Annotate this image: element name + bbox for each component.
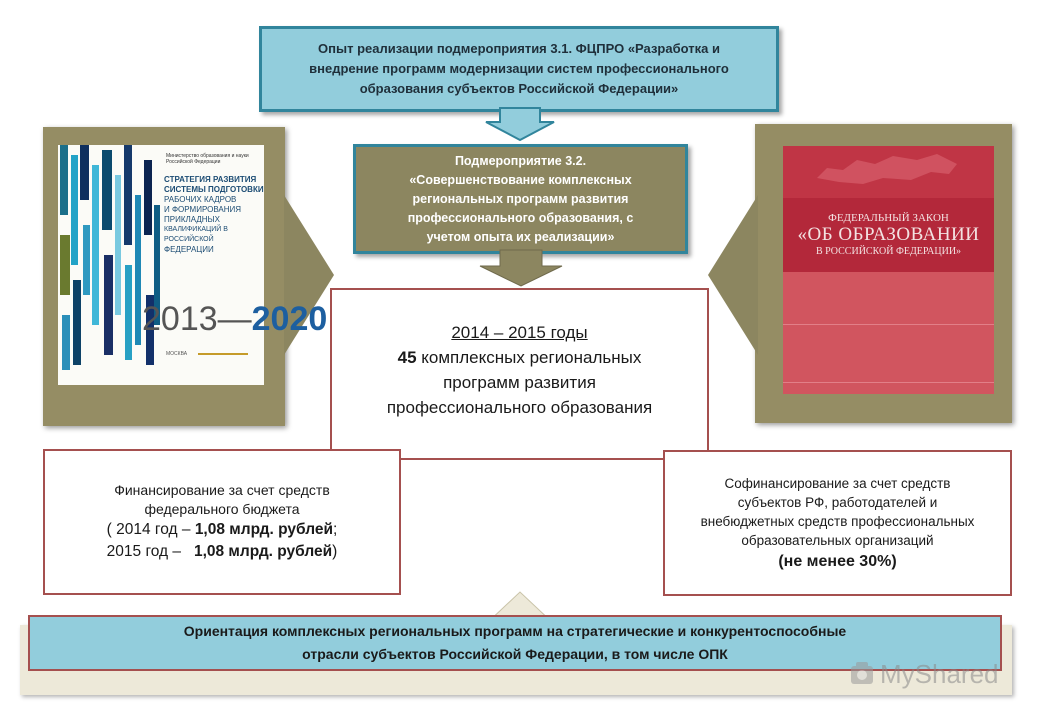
cover-title-line: СИСТЕМЫ ПОДГОТОВКИ — [164, 185, 264, 194]
cover-law-line: В РОССИЙСКОЙ ФЕДЕРАЦИИ» — [815, 245, 962, 257]
orientation-line: Ориентация комплексных региональных программ на стратегические и конкурентоспособные — [183, 623, 847, 639]
watermark — [848, 657, 999, 691]
right-cover-image — [783, 146, 994, 394]
federal-funding-line: федерального бюджета — [144, 501, 300, 517]
funding-2014-amount: 1,08 млрд. рублей — [194, 521, 333, 538]
cofunding-box — [663, 450, 1012, 596]
cover-title-line: РАБОЧИХ КАДРОВ — [164, 195, 237, 204]
funding-2015-label: 2015 год – — [106, 543, 194, 560]
left-cover-ministry — [166, 153, 258, 165]
funding-2014-end: ; — [333, 521, 338, 538]
cover-title-line: СТРАТЕГИЯ РАЗВИТИЯ — [164, 175, 257, 184]
right-cover-title — [783, 204, 994, 264]
center-result-box — [330, 288, 709, 460]
cover-title-line: ФЕДЕРАЦИИ — [164, 245, 214, 254]
cover-law-line: ФЕДЕРАЛЬНЫЙ ЗАКОН — [828, 211, 949, 224]
center-line1-rest: комплексных региональных — [416, 348, 642, 367]
submeasure-line: учетом опыта их реализации» — [426, 229, 615, 244]
cofunding-percent: (не менее 30%) — [778, 552, 897, 570]
year-start: 2013— — [142, 300, 252, 338]
orientation-line: отрасли субъектов Российской Федерации, в том числе ОПК — [302, 646, 728, 662]
cofunding-line: образовательных организаций — [741, 532, 934, 548]
right-cover-divider — [783, 382, 994, 383]
left-cover-image — [58, 145, 328, 385]
top-box-line: образования субъектов Российской Федерации» — [359, 81, 679, 96]
federal-funding-2014 — [107, 519, 338, 541]
left-cover-city — [166, 351, 187, 357]
cofunding-line: внебюджетных средств профессиональных — [700, 513, 975, 529]
top-info-box — [259, 26, 779, 112]
center-count: 45 — [397, 348, 417, 367]
funding-2014-label: ( 2014 год – — [106, 521, 195, 538]
cover-law-title: «ОБ ОБРАЗОВАНИИ — [797, 223, 980, 245]
center-text-block — [332, 320, 707, 420]
submeasure-line: профессионального образования, с — [407, 210, 634, 225]
cover-title-line: КВАЛИФИКАЦИЙ В РОССИЙСКОЙ — [164, 226, 228, 243]
federal-funding-2015 — [107, 541, 338, 563]
federal-funding-box — [43, 449, 401, 595]
submeasure-line: «Совершенствование комплексных — [409, 172, 632, 187]
center-years: 2014 – 2015 годы — [451, 323, 588, 342]
sub-down-arrow — [478, 250, 564, 288]
top-box-line: Опыт реализации подмероприятия 3.1. ФЦПРО «Разработка и — [318, 41, 720, 56]
left-cover-title — [164, 175, 264, 255]
center-line1 — [398, 345, 642, 370]
center-line2: программ развития — [443, 373, 596, 392]
right-cover-lower-panel — [783, 272, 994, 394]
funding-2015-amount: 1,08 млрд. рублей — [193, 543, 333, 560]
watermark-text: MyShared — [880, 658, 999, 689]
submeasure-box — [353, 144, 688, 254]
ministry-text: Министерство образования и науки Российской Федерации — [166, 153, 249, 165]
cofunding-line: Софинансирование за счет средств — [724, 475, 951, 491]
left-cover-years — [142, 300, 328, 338]
right-connector-arrow — [706, 195, 758, 355]
federal-funding-line: Финансирование за счет средств — [114, 482, 330, 498]
top-down-arrow — [484, 108, 556, 142]
cover-title-line: ПРИКЛАДНЫХ — [164, 215, 220, 224]
center-line3: профессионального образования — [386, 398, 653, 417]
cofunding-line: субъектов РФ, работодателей и — [737, 494, 938, 510]
year-end: 2020 — [251, 300, 328, 338]
submeasure-line: Подмероприятие 3.2. — [454, 153, 587, 168]
watermark-logo-icon — [848, 660, 878, 688]
city-text: МОСКВА — [166, 351, 188, 357]
right-cover-divider — [783, 324, 994, 325]
russia-map-icon — [813, 150, 963, 190]
submeasure-line: региональных программ развития — [412, 191, 629, 206]
top-box-line: внедрение программ модернизации систем профессионального — [309, 61, 729, 76]
left-cover-footer-line — [198, 353, 248, 355]
funding-2015-end: ) — [332, 543, 338, 560]
cover-title-line: И ФОРМИРОВАНИЯ — [164, 205, 242, 214]
